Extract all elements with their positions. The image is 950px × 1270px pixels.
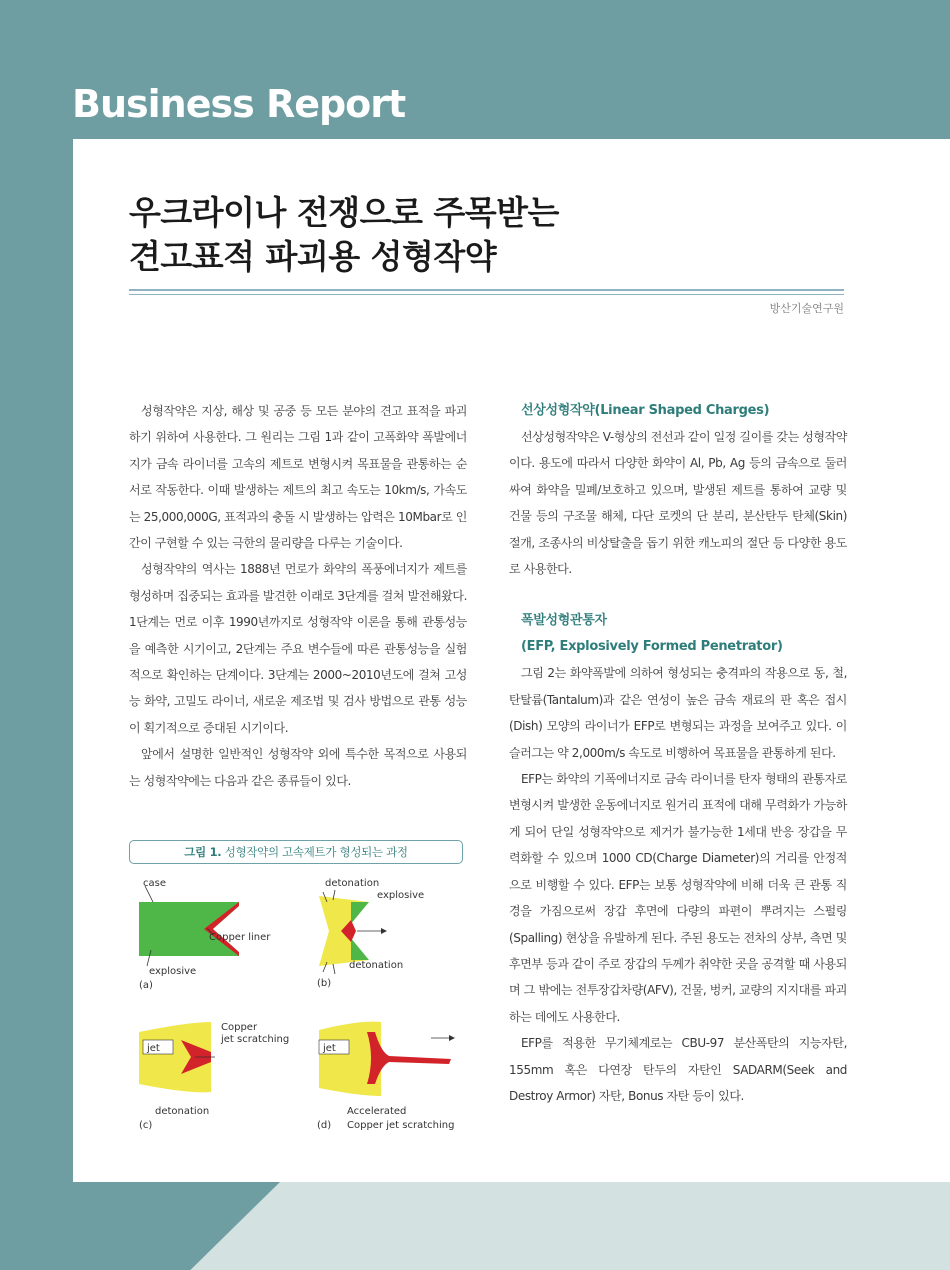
title-line-2: 견고표적 파괴용 성형작약: [129, 237, 497, 276]
label-detonation-b-top: detonation: [325, 878, 380, 889]
left-column: [129, 398, 467, 794]
article-title: [129, 191, 559, 279]
label-panel-d: (d): [317, 1120, 332, 1131]
label-panel-b: (b): [317, 978, 332, 989]
figure-number: 그림 1.: [184, 845, 222, 859]
title-line-1: 우크라이나 전쟁으로 주목받는: [129, 193, 559, 232]
label-explosive-a: explosive: [149, 966, 197, 977]
paragraph: 성형작약은 지상, 해상 및 공중 등 모든 분야의 견고 표적을 파괴하기 위하여 사용한다. 그 원리는 그림 1과 같이 고폭화약 폭발에너지가 금속 라이너를 고속의 제트로 변형시켜 목표물을 관통하는 순서로 작동한다. 이때 발생하는 제트의 최고 속도는 10km/s, 가속도는 25,000,000G, 표적과의 충돌 시 발생하는 압력은 10Mbar로 인간이 구현할 수 있는 극한의 물리량을 다루는 기술이다.: [129, 404, 467, 551]
panel-a: [139, 878, 271, 991]
panel-d: [317, 1022, 455, 1131]
section-label: Business Report: [72, 82, 406, 126]
label-detonation-b-bottom: detonation: [349, 960, 404, 971]
title-rule-thin: [129, 294, 844, 295]
label-jet-scratching-c: jet scratching: [221, 1034, 290, 1045]
paragraph: 그림 2는 화약폭발에 의하여 형성되는 충격파의 작용으로 동, 철, 탄탈륨(Tantalum)과 같은 연성이 높은 금속 재료의 판 혹은 접시(Dish) 모양의 라이너가 EFP로 변형되는 과정을 보여주고 있다. 이 슬러그는 약 2,000m/s 속도로 비행하여 목표물을 관통하게 된다.: [509, 666, 847, 760]
panel-c: [139, 1022, 289, 1131]
label-case: case: [143, 878, 166, 889]
figure-title: 성형작약의 고속제트가 형성되는 과정: [224, 845, 408, 859]
lsc-heading: 선상성형작약(Linear Shaped Charges): [521, 403, 770, 418]
article-card: [73, 139, 950, 1182]
figure-caption: [129, 840, 463, 864]
label-panel-a: (a): [139, 980, 153, 991]
efp-heading-ko: 폭발성형관통자: [521, 613, 607, 629]
paragraph: 성형작약의 역사는 1888년 먼로가 화약의 폭풍에너지가 제트를 형성하며 집중되는 효과를 발견한 이래로 3단계를 걸쳐 발전해왔다. 1단계는 먼로 이후 1990년까지로 성형작약 이론을 통해 관통성능을 예측한 시기이고, 2단계는 주요 변수들에 따른 관통성능을 실험적으로 확인하는 단계이다. 3단계는 2000~2010년도에 걸쳐 고성능 화약, 고밀도 라이너, 새로운 제조법 및 검사 방법으로 관통 성능이 획기적으로 증대된 시기이다.: [129, 562, 467, 735]
right-column: [509, 398, 847, 1109]
label-jet-c: jet: [147, 1043, 160, 1054]
title-rule: [129, 289, 844, 291]
label-copper-liner: Copper liner: [209, 932, 271, 943]
paragraph: EFP를 적용한 무기체계로는 CBU-97 분산폭탄의 지능자탄, 155mm 혹은 다연장 탄두의 자탄인 SADARM(Seek and Destroy Armor) 자탄, Bonus 자탄 등이 있다.: [509, 1036, 847, 1103]
label-copper-jet-scratching-d: Copper jet scratching: [347, 1120, 455, 1131]
label-jet-d: jet: [323, 1043, 336, 1054]
shaped-charge-figure: [129, 872, 469, 1142]
label-accelerated-d: Accelerated: [347, 1106, 407, 1117]
paragraph: EFP는 화약의 기폭에너지로 금속 라이너를 탄자 형태의 관통자로 변형시켜 발생한 운동에너지로 원거리 표적에 대해 무력화가 가능하게 되어 단일 성형작약으로 제거가 불가능한 1세대 반응 장갑을 무력화할 수 있으며 1000 CD(Charge Diameter)의 거리를 안정적으로 비행할 수 있다. EFP는 보통 성형작약에 비해 더욱 큰 관통 직경을 가짐으로써 장갑 후면에 다량의 파편이 뿌려지는 스펄링(Spalling) 현상을 유발하게 된다. 주된 용도는 전차의 상부, 측면 및 후면부 등과 같이 주로 장갑의 두께가 취약한 곳을 공격할 때 사용되며 그 밖에는 전투장갑차량(AFV), 건물, 벙커, 교량의 지지대를 파괴하는 데에도 사용한다.: [509, 772, 847, 1024]
paragraph: 선상성형작약은 V-형상의 전선과 같이 일정 길이를 갖는 성형작약이다. 용도에 따라서 다양한 화약이 Al, Pb, Ag 등의 금속으로 둘러싸여 화약을 밀폐/보호하고 있으며, 발생된 제트를 통하여 교량 및 건물 등의 구조물 해체, 다단 로켓의 단 분리, 분산탄두 탄체(Skin) 절개, 조종사의 비상탈출을 돕기 위한 캐노피의 절단 등 다양한 용도로 사용한다.: [509, 430, 847, 577]
label-panel-c: (c): [139, 1120, 153, 1131]
article-source: 방산기술연구원: [769, 302, 844, 315]
label-explosive-b: explosive: [377, 890, 425, 901]
panel-b: [317, 878, 424, 989]
paragraph: 앞에서 설명한 일반적인 성형작약 외에 특수한 목적으로 사용되는 성형작약에는 다음과 같은 종류들이 있다.: [129, 747, 467, 788]
label-copper-c: Copper: [221, 1022, 258, 1033]
label-detonation-c: detonation: [155, 1106, 210, 1117]
efp-heading-en: (EFP, Explosively Formed Penetrator): [521, 639, 783, 655]
